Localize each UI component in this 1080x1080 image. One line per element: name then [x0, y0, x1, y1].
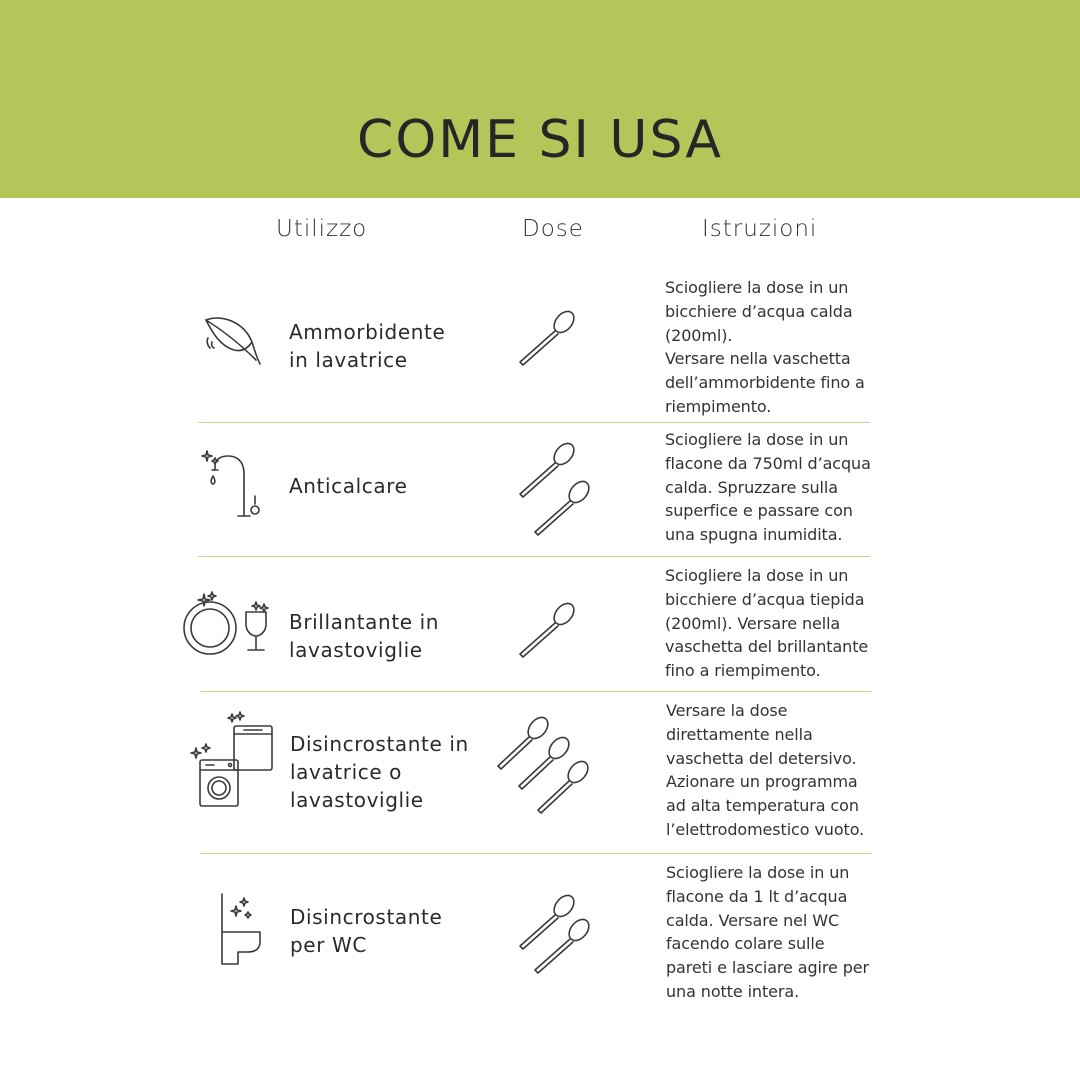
usage-label: Disincrostante in lavatrice o lavastoviglie	[290, 732, 469, 812]
instructions-text: Sciogliere la dose in un flacone da 750ml d’acqua calda. Spruzzare sulla superfice e passare con una spugna inumidita.	[665, 430, 871, 545]
row-divider	[200, 853, 872, 854]
spoon-icon	[515, 598, 579, 666]
usage-label: Brillantante in lavastoviglie	[289, 610, 440, 662]
spoon-icon	[515, 890, 595, 994]
column-header-instructions: Istruzioni	[702, 216, 818, 242]
row-divider	[200, 691, 872, 692]
column-header-usage: Utilizzo	[276, 216, 368, 242]
usage-label: Anticalcare	[289, 474, 408, 498]
row-divider	[198, 556, 870, 557]
toilet-icon	[214, 890, 270, 974]
instructions-text: Sciogliere la dose in un flacone da 1 lt d’acqua calda. Versare nel WC facendo colare sulle pareti e lasciare agire per una notte intera.	[666, 863, 869, 1001]
instructions-text: Sciogliere la dose in un bicchiere d’acqua calda (200ml). Versare nella vaschetta dell’ammorbidente fino a riempimento.	[665, 278, 865, 416]
instructions-text: Versare la dose direttamente nella vaschetta del detersivo. Azionare un programma ad alta temperatura con l’elettrodomestico vuoto.	[666, 701, 865, 839]
spoon-icon	[515, 438, 595, 542]
column-header-dose: Dose	[522, 216, 584, 242]
usage-label: Ammorbidente in lavatrice	[289, 320, 446, 372]
row-divider	[198, 422, 870, 423]
appliances-icon	[186, 710, 276, 814]
page-title: COME SI USA	[357, 110, 723, 170]
dishes-icon	[182, 590, 274, 664]
faucet-icon	[200, 448, 266, 526]
usage-label: Disincrostante per WC	[290, 905, 443, 957]
spoon-icon	[494, 712, 624, 826]
spoon-icon	[515, 306, 579, 374]
feather-icon	[198, 312, 264, 372]
instructions-text: Sciogliere la dose in un bicchiere d’acqua tiepida (200ml). Versare nella vaschetta del brillantante fino a riempimento.	[665, 566, 869, 681]
